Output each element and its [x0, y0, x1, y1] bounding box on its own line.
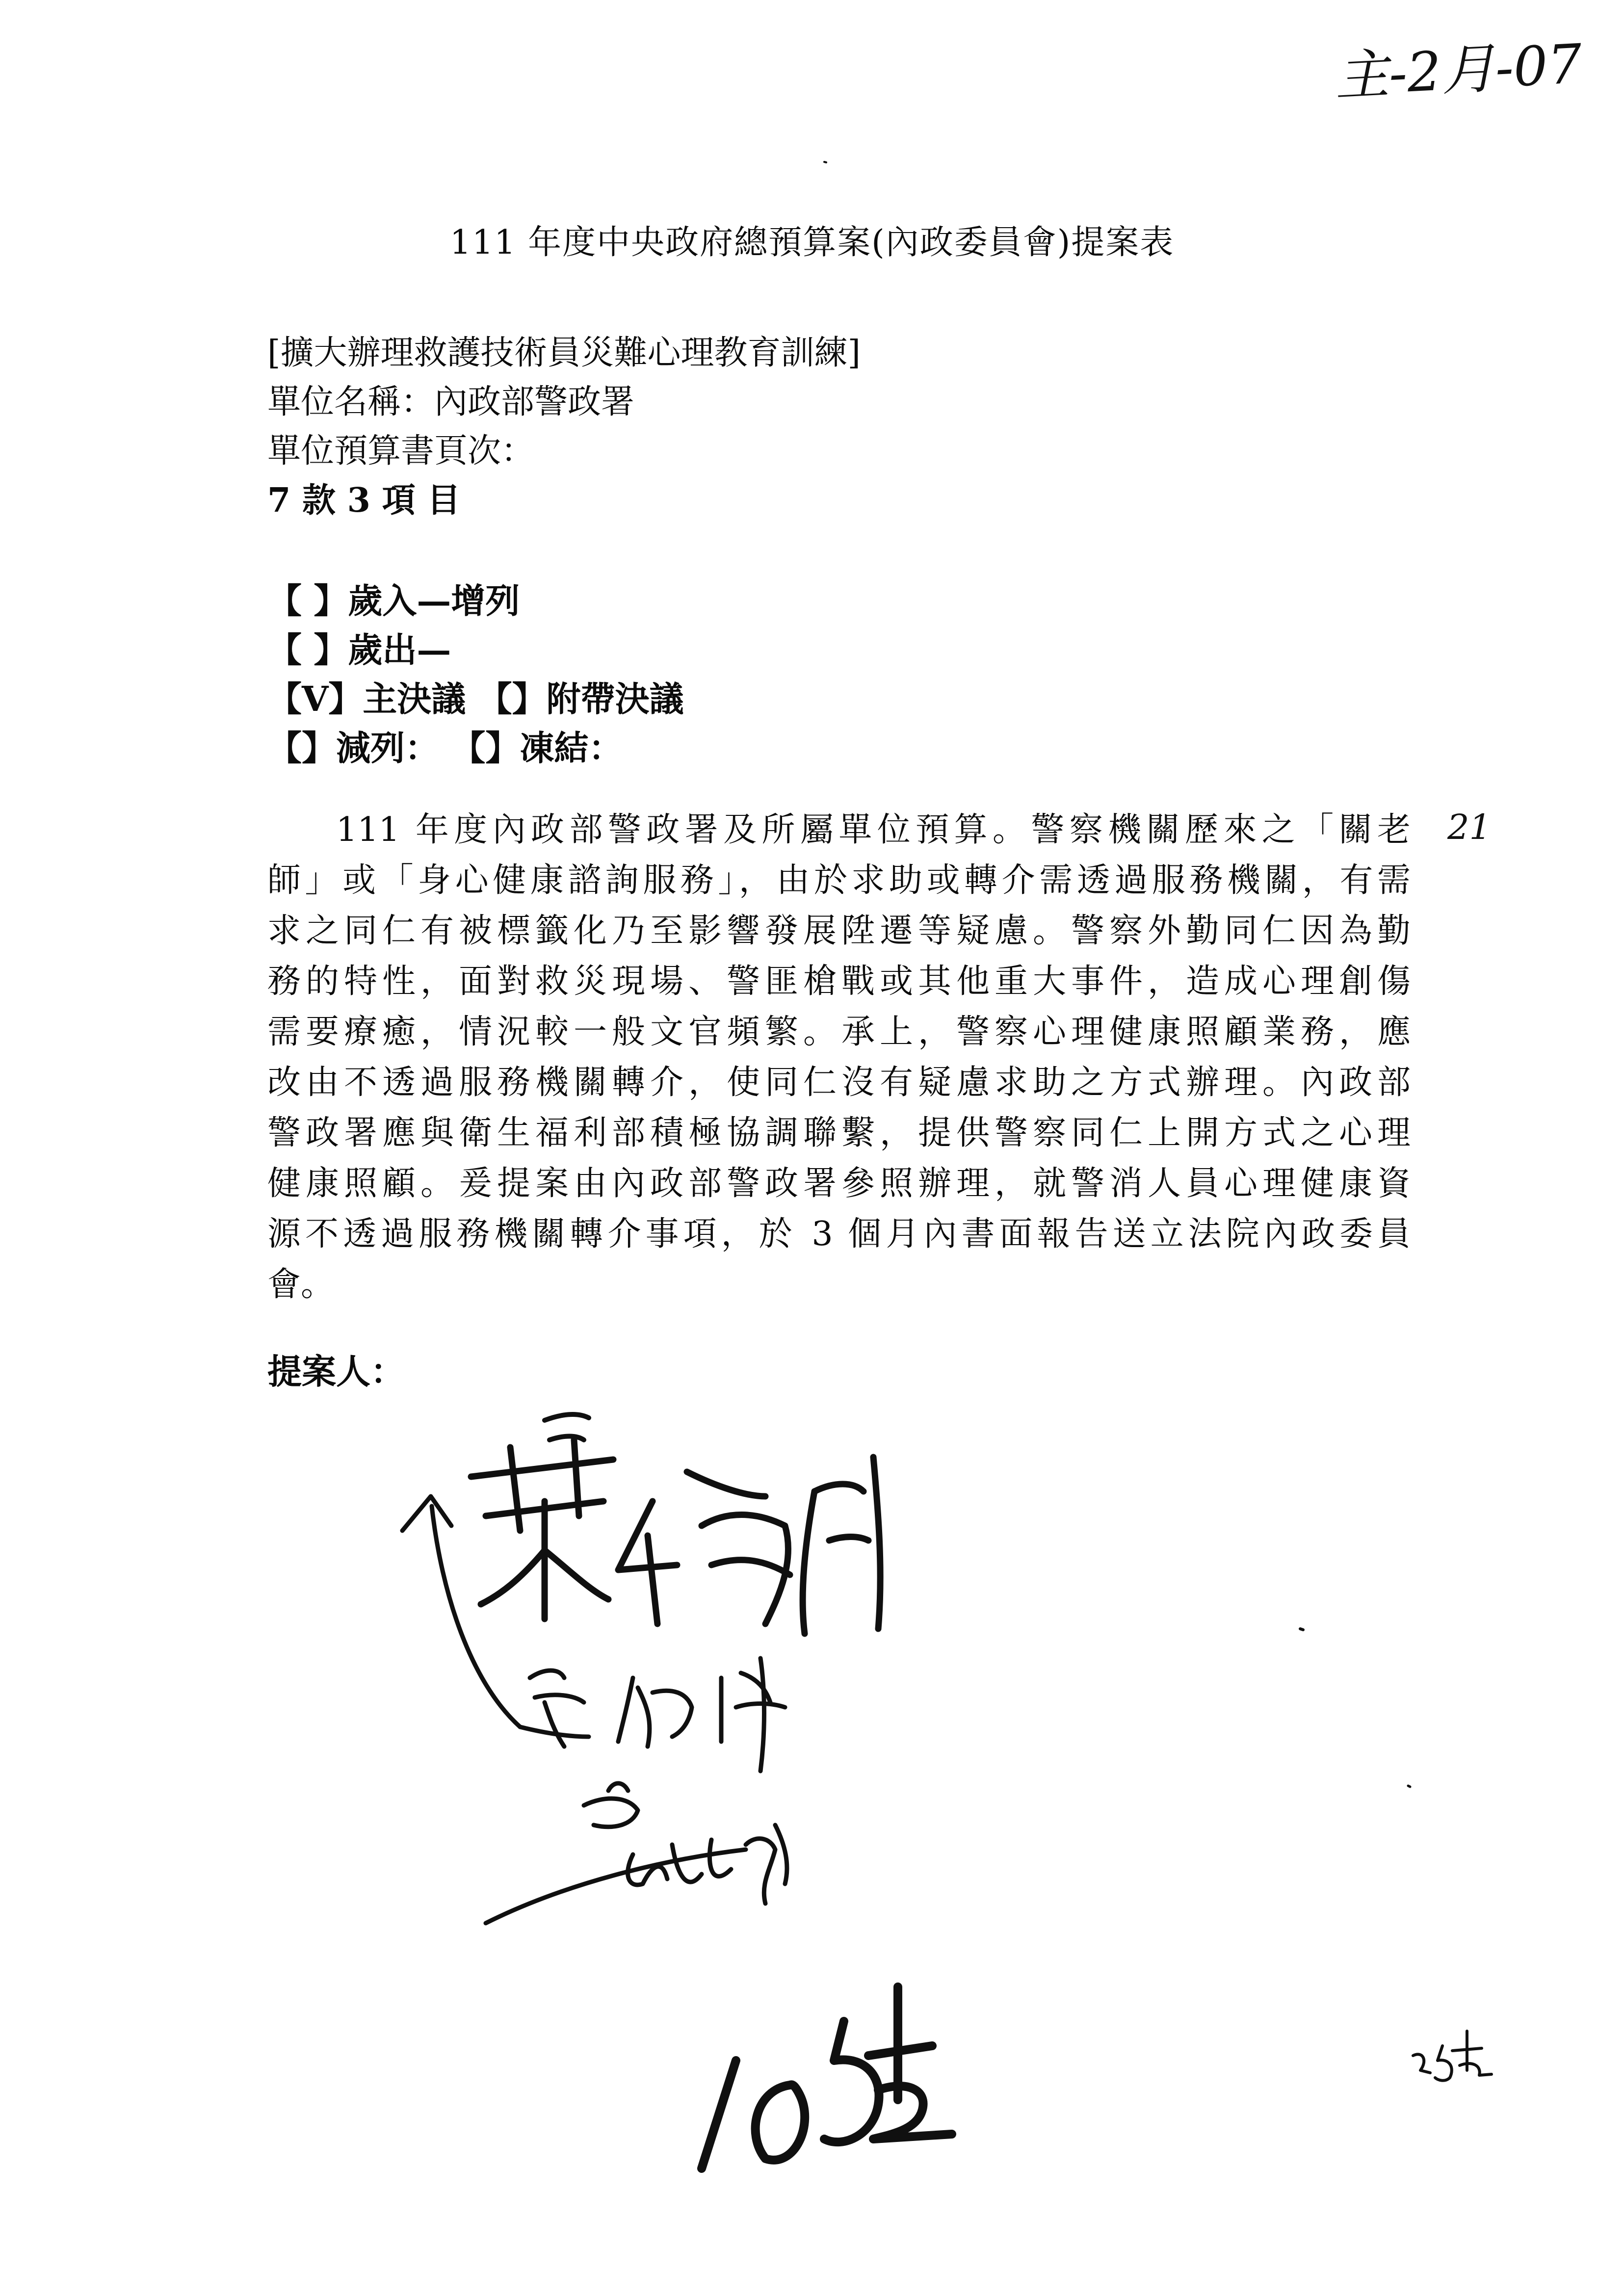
body-line: 會。 [267, 1265, 335, 1304]
page-mark [1413, 2031, 1492, 2081]
signature-third [486, 1783, 787, 1923]
body-line: 改由不透過服務機關轉介，使同仁沒有疑慮求助之方式辦理。內政部 [267, 1063, 1411, 1102]
option-expenditure: 【 】歲出— [267, 629, 451, 670]
margin-note: 21 [1447, 807, 1492, 847]
body-line: 111 年度內政部警政署及所屬單位預算。警察機關歷來之「關老 [336, 810, 1411, 849]
subject-line: [擴大辦理救護技術員災難心理教育訓練] [267, 334, 861, 372]
proposal-body [267, 805, 1411, 1310]
body-line: 求之同仁有被標籤化乃至影響發展陞遷等疑慮。警察外勤同仁因為勤 [267, 912, 1411, 950]
body-line: 健康照顧。爰提案由內政部警政署參照辦理，就警消人員心理健康資 [267, 1164, 1411, 1203]
option-revenue: 【 】歲入—增列 [267, 580, 520, 621]
corner-note: 主-2月-07 [1333, 32, 1584, 108]
signature-second [520, 1658, 785, 1771]
body-line: 務的特性，面對救災現場、警匪槍戰或其他重大事件，造成心理創傷 [267, 962, 1411, 1001]
proposer-label: 提案人： [267, 1351, 405, 1392]
option-cut-freeze: 【】減列： 【】凍結： [267, 728, 623, 768]
body-line: 師」或「身心健康諮詢服務」，由於求助或轉介需透過服務機關，有需 [267, 861, 1411, 900]
item-line: 7 款 3 項 目 [267, 481, 461, 520]
option-resolution: 【V】主決議 【】附帶決議 [267, 678, 684, 719]
body-line: 源不透過服務機關轉介事項，於 3 個月內書面報告送立法院內政委員 [267, 1215, 1411, 1253]
arrowhead-icon [402, 1496, 451, 1531]
signature-number [702, 1987, 952, 2168]
arrow-stroke [432, 1506, 520, 1727]
signature-main [471, 1440, 880, 1634]
body-line: 警政署應與衛生福利部積極協調聯繫，提供警察同仁上開方式之心理 [267, 1114, 1411, 1152]
page-title: 111 年度中央政府總預算案(內政委員會)提案表 [449, 223, 1175, 262]
body-line: 需要療癒，情況較一般文官頻繁。承上，警察心理健康照顧業務，應 [267, 1013, 1411, 1051]
unit-name-line: 單位名稱：內政部警政署 [267, 383, 635, 421]
budget-page-line: 單位預算書頁次： [267, 432, 535, 470]
